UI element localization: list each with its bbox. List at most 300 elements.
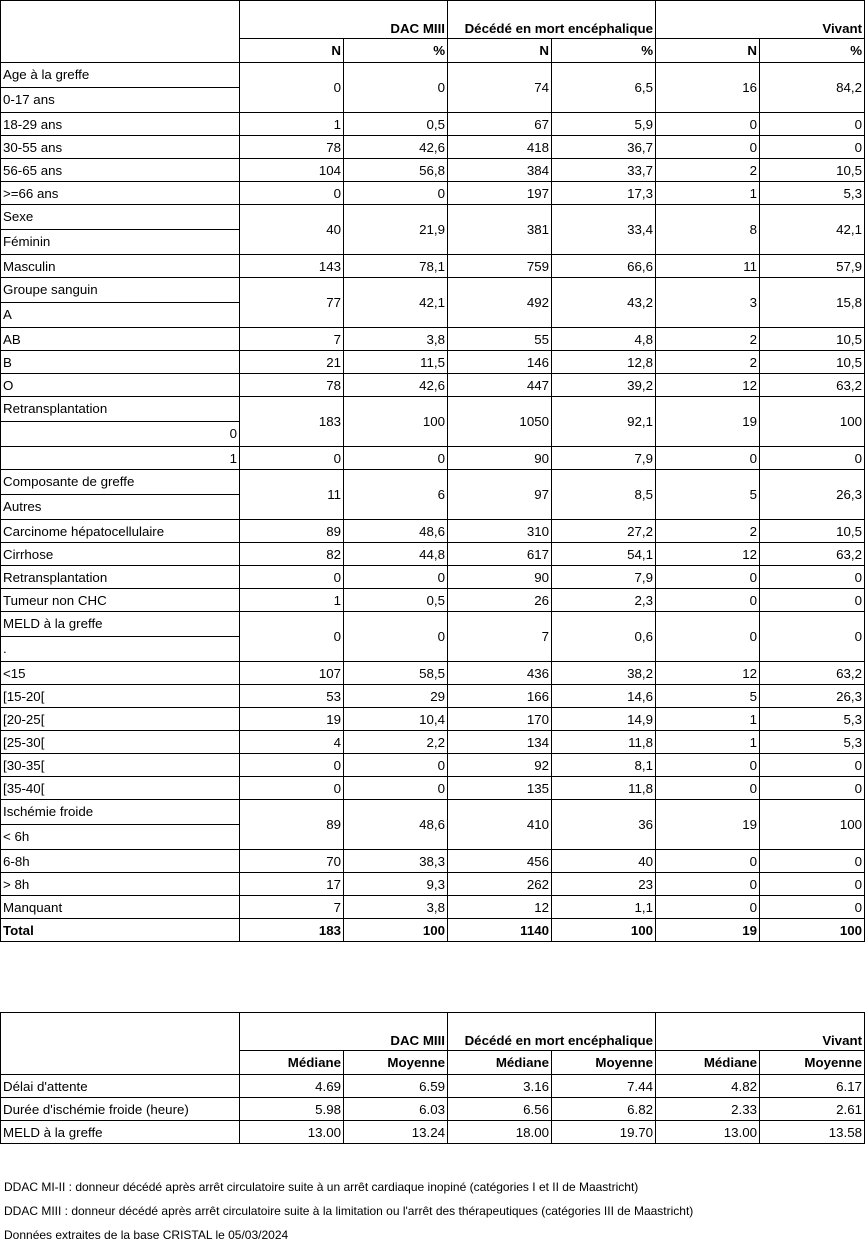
cell-n: 104 [240,159,344,182]
footnote-data-source: Données extraites de la base CRISTAL le 05/03/2024 [4,1228,289,1242]
cell-percent: 6,5 [552,63,656,113]
cell-n: 12 [656,662,760,685]
cell-moyenne: 13.24 [344,1121,448,1144]
section-title: Age à la greffe [1,63,239,88]
cell-percent: 10,5 [760,328,865,351]
cell-n: 0 [656,754,760,777]
cell-percent: 100 [760,397,865,447]
group-header-dac: DAC MIII [240,1,448,39]
section-title: Sexe [1,205,239,230]
cell-percent: 0,5 [344,589,448,612]
cell-n: 5 [656,470,760,520]
cell-n: 89 [240,520,344,543]
cell-n: 197 [448,182,552,205]
cell-n: 7 [240,896,344,919]
table-row [1,278,865,328]
cell-n: 310 [448,520,552,543]
cell-percent: 3,8 [344,896,448,919]
table-row [1,205,865,255]
table-row [1,351,865,374]
table-row [1,113,865,136]
cell-percent: 40 [552,850,656,873]
cell-mediane: 3.16 [448,1075,552,1098]
cell-percent: 8,5 [552,470,656,520]
row-label: MELD à la greffe [1,1121,240,1144]
cell-percent: 2,3 [552,589,656,612]
cell-n: 381 [448,205,552,255]
cell-n: 40 [240,205,344,255]
cell-percent: 100 [552,919,656,942]
cell-percent: 0 [760,777,865,800]
cell-percent: 21,9 [344,205,448,255]
cell-n: 262 [448,873,552,896]
cell-n: 1 [656,182,760,205]
table-row [1,566,865,589]
cell-n: 19 [656,800,760,850]
section-title: Ischémie froide [1,800,239,825]
cell-percent: 33,4 [552,205,656,255]
cell-percent: 63,2 [760,543,865,566]
subheader-mediane: Médiane [448,1051,552,1075]
table-row [1,685,865,708]
cell-moyenne: 6.17 [760,1075,865,1098]
cell-n: 97 [448,470,552,520]
cell-n: 74 [448,63,552,113]
cell-n: 183 [240,919,344,942]
cell-n: 5 [656,685,760,708]
cell-n: 2 [656,328,760,351]
cell-percent: 4,8 [552,328,656,351]
cell-mediane: 18.00 [448,1121,552,1144]
cell-n: 1 [656,708,760,731]
cell-n: 166 [448,685,552,708]
cell-n: 19 [656,397,760,447]
cell-percent: 11,8 [552,777,656,800]
row-label-cell [1,278,240,328]
row-label: [25-30[ [1,731,240,754]
cell-percent: 3,8 [344,328,448,351]
row-label: B [1,351,240,374]
cell-percent: 0 [344,777,448,800]
group-header-vivant: Vivant [656,1013,865,1051]
cell-percent: 10,5 [760,351,865,374]
table-row [1,662,865,685]
cell-percent: 15,8 [760,278,865,328]
row-label: > 8h [1,873,240,896]
table-row [1,896,865,919]
table-row [1,543,865,566]
cell-n: 134 [448,731,552,754]
cell-mediane: 5.98 [240,1098,344,1121]
row-label: Féminin [3,234,51,249]
cell-n: 183 [240,397,344,447]
cell-n: 4 [240,731,344,754]
cell-percent: 66,6 [552,255,656,278]
cell-n: 0 [240,754,344,777]
cell-n: 55 [448,328,552,351]
table-row [1,182,865,205]
group-header-mort-encephalique: Décédé en mort encéphalique [448,1,656,39]
cell-percent: 7,9 [552,566,656,589]
row-label: Durée d'ischémie froide (heure) [1,1098,240,1121]
cell-percent: 12,8 [552,351,656,374]
cell-percent: 0 [344,754,448,777]
row-label-cell [1,470,240,520]
row-label: [20-25[ [1,708,240,731]
table-row [1,159,865,182]
cell-moyenne: 6.82 [552,1098,656,1121]
row-label: Manquant [1,896,240,919]
row-label: A [3,307,12,322]
cell-percent: 43,2 [552,278,656,328]
cell-n: 492 [448,278,552,328]
cell-percent: 0 [344,447,448,470]
cell-percent: 44,8 [344,543,448,566]
section-title: MELD à la greffe [1,612,239,637]
total-row [1,919,865,942]
cell-percent: 42,6 [344,374,448,397]
cell-percent: 0 [760,136,865,159]
table-row [1,731,865,754]
cell-percent: 10,4 [344,708,448,731]
cell-percent: 36 [552,800,656,850]
cell-percent: 100 [344,919,448,942]
cell-moyenne: 19.70 [552,1121,656,1144]
cell-moyenne: 6.59 [344,1075,448,1098]
footnote-ddac-mi-ii: DDAC MI-II : donneur décédé après arrêt circulatoire suite à un arrêt cardiaque inopiné (catégories I et II de Maastricht) [4,1180,639,1194]
table-row [1,1121,865,1144]
cell-n: 3 [656,278,760,328]
row-label: 1 [1,447,240,470]
cell-n: 92 [448,754,552,777]
cell-percent: 84,2 [760,63,865,113]
cell-n: 1 [240,113,344,136]
row-label-cell [1,205,240,255]
cell-n: 67 [448,113,552,136]
subheader-moyenne: Moyenne [760,1051,865,1075]
table-row [1,777,865,800]
table-row [1,136,865,159]
cell-percent: 1,1 [552,896,656,919]
cell-n: 70 [240,850,344,873]
cell-percent: 57,9 [760,255,865,278]
group-header-mort-encephalique: Décédé en mort encéphalique [448,1013,656,1051]
table-row [1,1098,865,1121]
row-label: <15 [1,662,240,685]
cell-n: 107 [240,662,344,685]
cell-percent: 48,6 [344,520,448,543]
table-row [1,612,865,662]
cell-percent: 0 [344,182,448,205]
cell-percent: 42,6 [344,136,448,159]
cell-n: 21 [240,351,344,374]
row-label: 0-17 ans [3,92,55,107]
cell-percent: 36,7 [552,136,656,159]
cell-n: 11 [656,255,760,278]
row-label: . [3,641,7,656]
row-label: [35-40[ [1,777,240,800]
cell-n: 8 [656,205,760,255]
cell-n: 17 [240,873,344,896]
cell-percent: 0 [760,873,865,896]
subheader-n: N [448,39,552,63]
table-row [1,328,865,351]
cell-percent: 0 [760,612,865,662]
group-header-vivant: Vivant [656,1,865,39]
cell-n: 170 [448,708,552,731]
row-label-cell [1,612,240,662]
row-label: Tumeur non CHC [1,589,240,612]
cell-n: 7 [240,328,344,351]
table-row [1,873,865,896]
subheader-moyenne: Moyenne [552,1051,656,1075]
cell-percent: 10,5 [760,520,865,543]
cell-n: 456 [448,850,552,873]
cell-n: 19 [240,708,344,731]
cell-n: 759 [448,255,552,278]
cell-percent: 9,3 [344,873,448,896]
cell-n: 617 [448,543,552,566]
cell-n: 410 [448,800,552,850]
row-label-cell [1,397,240,447]
cell-n: 12 [656,543,760,566]
table-row [1,520,865,543]
cell-percent: 42,1 [760,205,865,255]
footnote-ddac-miii: DDAC MIII : donneur décédé après arrêt circulatoire suite à la limitation ou l'arrêt des thérapeutiques (catégories III de Maastricht) [4,1204,694,1218]
subheader-pct: % [552,39,656,63]
subheader-mediane: Médiane [656,1051,760,1075]
cell-percent: 0 [760,113,865,136]
cell-n: 2 [656,351,760,374]
cell-n: 384 [448,159,552,182]
table-row [1,708,865,731]
subheader-n: N [240,39,344,63]
cell-percent: 54,1 [552,543,656,566]
cell-n: 436 [448,662,552,685]
cell-n: 0 [656,873,760,896]
cell-n: 0 [656,777,760,800]
cell-mediane: 13.00 [656,1121,760,1144]
table-row [1,255,865,278]
cell-n: 53 [240,685,344,708]
cell-mediane: 4.82 [656,1075,760,1098]
group-header-row [1,1,865,39]
cell-mediane: 6.56 [448,1098,552,1121]
cell-percent: 42,1 [344,278,448,328]
cell-percent: 7,9 [552,447,656,470]
cell-percent: 56,8 [344,159,448,182]
cell-n: 90 [448,447,552,470]
row-label: Total [1,919,240,942]
cell-n: 78 [240,374,344,397]
cell-percent: 33,7 [552,159,656,182]
cell-mediane: 4.69 [240,1075,344,1098]
cell-percent: 11,8 [552,731,656,754]
table-row [1,470,865,520]
cell-percent: 5,9 [552,113,656,136]
cell-moyenne: 6.03 [344,1098,448,1121]
cell-n: 0 [656,566,760,589]
cell-percent: 17,3 [552,182,656,205]
cell-n: 0 [656,896,760,919]
cell-percent: 11,5 [344,351,448,374]
cell-n: 146 [448,351,552,374]
cell-n: 2 [656,520,760,543]
cell-percent: 100 [344,397,448,447]
cell-percent: 48,6 [344,800,448,850]
cell-percent: 0,6 [552,612,656,662]
row-label: 0 [229,426,237,441]
cell-n: 0 [656,850,760,873]
cell-percent: 0,5 [344,113,448,136]
cell-percent: 63,2 [760,662,865,685]
cell-n: 0 [240,566,344,589]
cell-n: 11 [240,470,344,520]
row-label: 30-55 ans [1,136,240,159]
cell-percent: 5,3 [760,708,865,731]
table-row [1,397,865,447]
subheader-mediane: Médiane [240,1051,344,1075]
cell-percent: 26,3 [760,470,865,520]
cell-n: 418 [448,136,552,159]
row-label: O [1,374,240,397]
cell-percent: 26,3 [760,685,865,708]
cell-percent: 58,5 [344,662,448,685]
cell-n: 78 [240,136,344,159]
section-title: Retransplantation [1,397,239,422]
cell-percent: 0 [760,566,865,589]
cell-moyenne: 2.61 [760,1098,865,1121]
cell-percent: 38,2 [552,662,656,685]
row-label-cell [1,63,240,113]
cell-mediane: 13.00 [240,1121,344,1144]
summary-table [0,1012,865,1144]
cell-percent: 8,1 [552,754,656,777]
cell-n: 89 [240,800,344,850]
cell-n: 0 [240,777,344,800]
cell-moyenne: 13.58 [760,1121,865,1144]
cell-percent: 14,9 [552,708,656,731]
row-label: Carcinome hépatocellulaire [1,520,240,543]
table-row [1,447,865,470]
cell-n: 2 [656,159,760,182]
cell-moyenne: 7.44 [552,1075,656,1098]
row-label-cell [1,800,240,850]
cell-n: 0 [240,612,344,662]
cell-percent: 0 [344,566,448,589]
cell-percent: 39,2 [552,374,656,397]
row-label: [15-20[ [1,685,240,708]
cell-percent: 92,1 [552,397,656,447]
cell-n: 0 [656,113,760,136]
header-corner [1,1,240,63]
cell-n: 19 [656,919,760,942]
section-title: Composante de greffe [1,470,239,495]
row-label: 56-65 ans [1,159,240,182]
cell-n: 0 [240,63,344,113]
cell-percent: 0 [760,850,865,873]
cell-n: 0 [656,447,760,470]
cell-mediane: 2.33 [656,1098,760,1121]
summary-table-body [1,1075,865,1144]
cell-percent: 10,5 [760,159,865,182]
cell-n: 16 [656,63,760,113]
section-title: Groupe sanguin [1,278,239,303]
row-label: AB [1,328,240,351]
cell-percent: 0 [344,63,448,113]
row-label: [30-35[ [1,754,240,777]
cell-n: 0 [240,182,344,205]
subheader-moyenne: Moyenne [344,1051,448,1075]
header-corner [1,1013,240,1075]
cell-n: 143 [240,255,344,278]
table-row [1,800,865,850]
cell-n: 135 [448,777,552,800]
subheader-n: N [656,39,760,63]
cell-percent: 5,3 [760,731,865,754]
row-label: Masculin [1,255,240,278]
cell-percent: 29 [344,685,448,708]
cell-n: 1 [656,731,760,754]
row-label: 18-29 ans [1,113,240,136]
cell-percent: 100 [760,800,865,850]
cell-percent: 0 [760,447,865,470]
table-row [1,1075,865,1098]
cell-n: 0 [240,447,344,470]
group-header-row [1,1013,865,1051]
cell-percent: 27,2 [552,520,656,543]
table-row [1,850,865,873]
cell-percent: 0 [760,754,865,777]
cell-n: 1140 [448,919,552,942]
cell-percent: 0 [760,896,865,919]
row-label: Cirrhose [1,543,240,566]
cell-percent: 2,2 [344,731,448,754]
cell-percent: 0 [760,589,865,612]
subheader-pct: % [344,39,448,63]
cell-n: 0 [656,136,760,159]
cell-n: 12 [656,374,760,397]
row-label: Autres [3,499,42,514]
statistics-table-body [1,63,865,942]
subheader-pct: % [760,39,865,63]
table-row [1,589,865,612]
cell-n: 1 [240,589,344,612]
cell-percent: 23 [552,873,656,896]
cell-n: 0 [656,589,760,612]
cell-n: 447 [448,374,552,397]
table-row [1,374,865,397]
row-label: Retransplantation [1,566,240,589]
cell-n: 12 [448,896,552,919]
cell-n: 77 [240,278,344,328]
cell-percent: 0 [344,612,448,662]
group-header-dac: DAC MIII [240,1013,448,1051]
cell-percent: 14,6 [552,685,656,708]
cell-percent: 78,1 [344,255,448,278]
cell-percent: 38,3 [344,850,448,873]
row-label: >=66 ans [1,182,240,205]
row-label: Délai d'attente [1,1075,240,1098]
cell-percent: 100 [760,919,865,942]
cell-percent: 63,2 [760,374,865,397]
cell-n: 82 [240,543,344,566]
cell-percent: 6 [344,470,448,520]
cell-n: 0 [656,612,760,662]
cell-n: 7 [448,612,552,662]
row-label: < 6h [3,829,30,844]
table-row [1,754,865,777]
